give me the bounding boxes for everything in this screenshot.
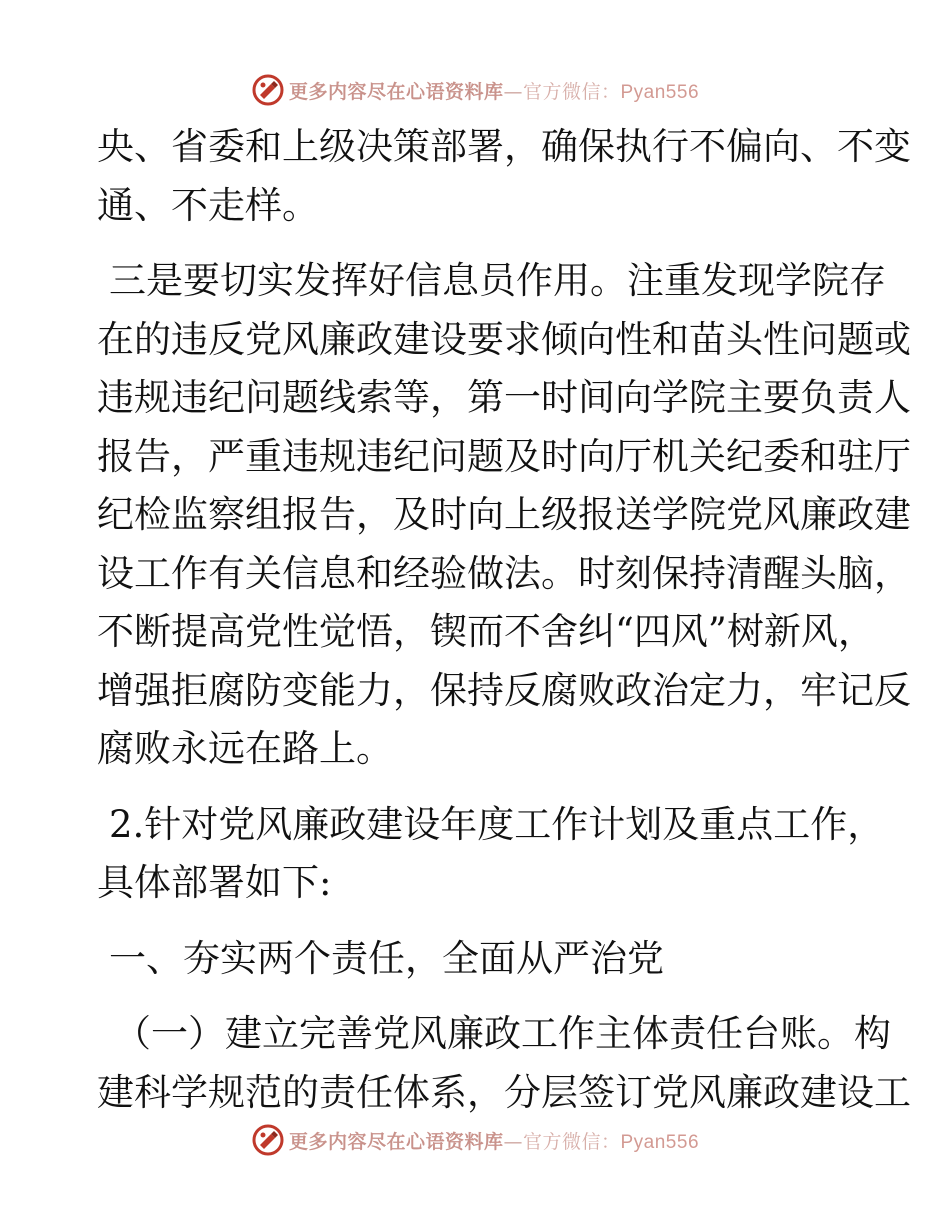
text-line: 一、夯实两个责任，全面从严治党 — [109, 936, 664, 980]
header-banner — [0, 70, 950, 110]
banner-dash: — — [503, 80, 523, 103]
text-line: 具体部署如下: — [97, 861, 332, 904]
text-line: 纪检监察组报告，及时向上级报送学院党风廉政建 — [97, 493, 911, 536]
banner-brand-text: 更多内容尽在心语资料库 — [288, 80, 504, 103]
paragraph-1 — [97, 118, 911, 235]
text-line: 建科学规范的责任体系，分层签订党风廉政建设工 — [97, 1070, 911, 1114]
text-line: 在的违反党风廉政建设要求倾向性和苗头性问题或 — [97, 317, 911, 361]
text-line: 三是要切实发挥好信息员作用。注重发现学院存 — [109, 259, 886, 302]
text-line: 增强拒腐防变能力，保持反腐败政治定力，牢记反 — [97, 668, 911, 712]
text-line: 违规违纪问题线索等，第一时间向学院主要负责人 — [97, 376, 911, 419]
text-line: 2.针对党风廉政建设年度工作计划及重点工作， — [109, 802, 885, 846]
banner-official-label: 官方微信： — [522, 1130, 621, 1153]
brand-logo-icon — [251, 1123, 285, 1157]
text-line: 通、不走样。 — [97, 183, 319, 227]
text-line: 不断提高党性觉悟，锲而不舍纠“四风”树新风， — [97, 610, 875, 653]
text-line: 央、省委和上级决策部署，确保执行不偏向、不变 — [97, 125, 911, 168]
banner-brand-text: 更多内容尽在心语资料库 — [288, 1130, 504, 1153]
text-line: 设工作有关信息和经验做法。时刻保持清醒头脑， — [97, 551, 911, 595]
paragraph-4 — [97, 1005, 911, 1122]
text-line: 腐败永远在路上。 — [97, 727, 393, 770]
banner-dash: — — [503, 1130, 523, 1153]
text-line: 报告，严重违规违纪问题及时向厅机关纪委和驻厅 — [97, 434, 911, 478]
banner-wechat-id: Pyan556 — [620, 81, 700, 103]
brand-logo-icon — [251, 73, 285, 107]
section-heading — [97, 930, 857, 989]
paragraph-3 — [97, 796, 885, 913]
footer-banner — [0, 1120, 950, 1160]
banner-wechat-id: Pyan556 — [620, 1131, 700, 1153]
document-body — [97, 118, 911, 1139]
paragraph-2 — [97, 252, 911, 779]
banner-official-label: 官方微信： — [522, 80, 621, 103]
text-line: （一）建立完善党风廉政工作主体责任台账。构 — [114, 1012, 891, 1055]
